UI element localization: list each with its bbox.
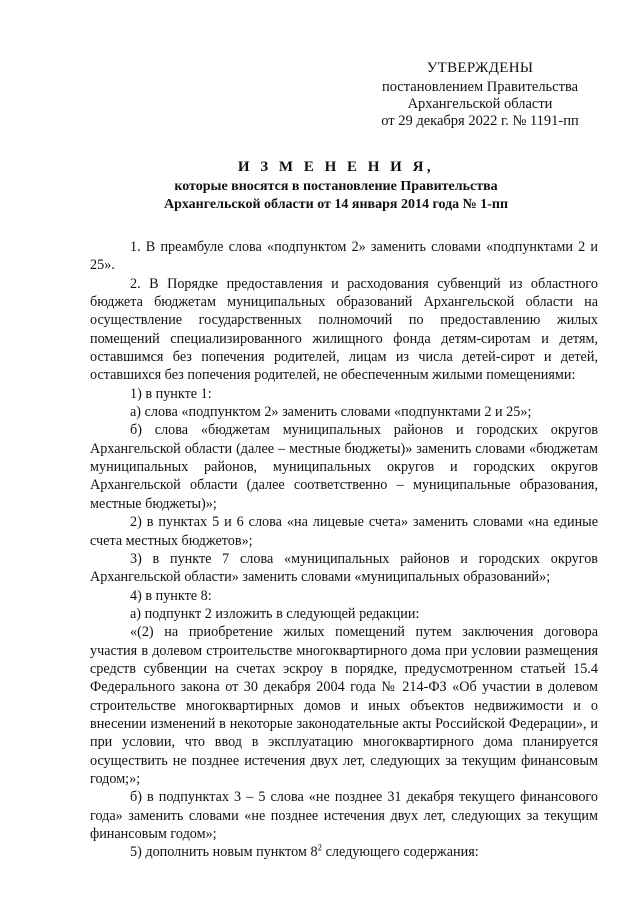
paragraph: «(2) на приобретение жилых помещений путем заключения договора участия в долевом строительстве многоквартирного дома при условии размещения средств субвенции на счетах эскроу в порядке, предусмотренном статьей 15.4 Федерального закона от 30 декабря 2004 года № 214-ФЗ «Об участии в долевом строительстве многоквартирных домов и иных объектов недвижимости и о внесении изменений в некоторые законодательные акты Российской Федерации», и при условии, что ввод в эксплуатацию многоквартирного дома планируется осуществить не позднее истечения двух лет, следующих за текущим финансовым годом;»; [90, 624, 598, 787]
paragraph: 1. В преамбуле слова «подпунктом 2» заменить словами «подпунктами 2 и 25». [90, 239, 598, 274]
approval-line-2: Архангельской области [407, 96, 553, 112]
paragraph: 1) в пункте 1: [130, 385, 212, 402]
title-sub-1: которые вносятся в постановление Правительства [174, 179, 498, 194]
last-text-before: 5) дополнить новым пунктом 8 [130, 844, 318, 861]
approval-line-1: постановлением Правительства [381, 79, 579, 95]
title-main: И З М Е Н Е Н И Я, [237, 159, 435, 175]
paragraph: 4) в пункте 8: [130, 587, 212, 604]
approval-stamp [360, 60, 600, 130]
superscript: 2 [317, 842, 323, 853]
paragraph: 3) в пункте 7 слова «муниципальных районов и городских округов Архангельской области» заменить словами «муниципальных образований»; [90, 550, 598, 586]
paragraph: б) в подпунктах 3 – 5 слова «не позднее 31 декабря текущего финансового года» заменить словами «не позднее истечения двух лет, следующих за текущим финансовым годом»; [90, 789, 598, 842]
paragraph: б) слова «бюджетам муниципальных районов и городских округов Архангельской области (далее – местные бюджеты)» заменить словами «бюджетам муниципальных районов, муниципальных округов и городских округов Архангельской области (далее соответственно – муниципальные образования, местные бюджеты)»; [90, 422, 598, 512]
paragraph-last [90, 843, 598, 861]
paragraph: а) подпункт 2 изложить в следующей редакции: [130, 605, 420, 622]
document-body [90, 238, 598, 862]
document-title [96, 158, 576, 214]
title-sub-2: Архангельской области от 14 января 2014 года № 1-пп [163, 197, 509, 212]
approval-line-3: от 29 декабря 2022 г. № 1191-пп [381, 113, 579, 129]
paragraph: а) слова «подпунктом 2» заменить словами «подпунктами 2 и 25»; [130, 404, 532, 421]
paragraph: 2. В Порядке предоставления и расходования субвенций из областного бюджета бюджетам муниципальных образований Архангельской области на осуществление государственных полномочий по предоставлению жилых помещений специализированного жилищного фонда детям-сиротам и детям, оставшимся без попечения родителей, лицам из числа детей-сирот и детей, оставшихся без попечения родителей, не обеспеченным жилыми помещениями: [90, 275, 598, 384]
last-text-after: следующего содержания: [322, 844, 479, 861]
paragraph: 2) в пунктах 5 и 6 слова «на лицевые счета» заменить словами «на единые счета местных бюджетов»; [90, 514, 598, 549]
approval-heading: УТВЕРЖДЕНЫ [426, 60, 534, 76]
